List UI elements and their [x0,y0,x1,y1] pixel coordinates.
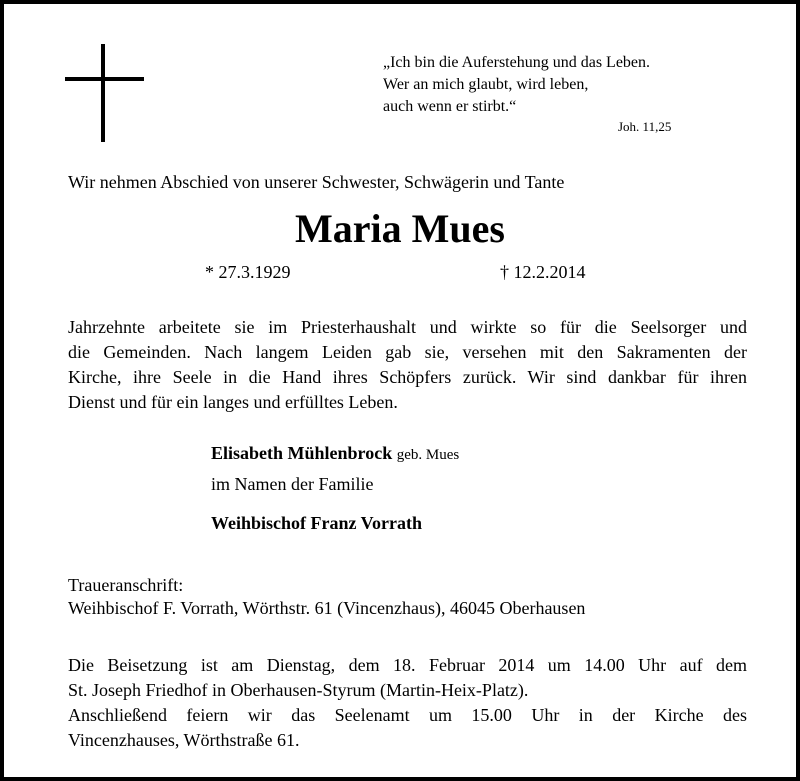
quote-line-1: „Ich bin die Auferstehung und das Leben. [383,54,651,71]
burial-line-2: St. Joseph Friedhof in Oberhausen-Styrum (Martin-Heix-Platz). [68,680,529,700]
cross-vertical-bar [101,44,105,142]
address-label: Traueranschrift: [68,575,184,595]
cross-horizontal-bar [65,77,144,81]
bible-quote [383,52,650,118]
tribute-paragraph [68,315,747,415]
intro-text: Wir nehmen Abschied von unserer Schwester, Schwägerin und Tante [68,172,565,192]
address-line: Weihbischof F. Vorrath, Wörthstr. 61 (Vincenzhaus), 46045 Oberhausen [68,598,586,618]
on-behalf-of-family: im Namen der Familie [211,474,374,494]
burial-line-3: Anschließend feiern wir das Seelenamt um 15.00 Uhr in der Kirche des [68,705,747,725]
deceased-name: Maria Mues [295,206,505,251]
tribute-line-3: Kirche, ihre Seele in die Hand ihres Schöpfers zurück. Wir sind dankbar für ihren [68,367,747,387]
signatory-1 [211,443,459,464]
birth-date: * 27.3.1929 [205,262,291,282]
death-date: † 12.2.2014 [500,262,586,282]
burial-paragraph [68,653,747,753]
tribute-line-1: Jahrzehnte arbeitete sie im Priesterhaushalt und wirkte so für die Seelsorger und [68,317,747,337]
signatory-1-maiden-name: geb. Mues [396,447,460,463]
tribute-line-4: Dienst und für ein langes und erfülltes Leben. [68,392,398,412]
quote-reference: Joh. 11,25 [618,119,672,134]
burial-line-4: Vincenzhauses, Wörthstraße 61. [68,730,300,750]
signatory-2-name: Weihbischof Franz Vorrath [211,513,423,533]
signatory-1-name: Elisabeth Mühlenbrock [211,443,393,463]
quote-line-2: Wer an mich glaubt, wird leben, [383,76,589,93]
quote-line-3: auch wenn er stirbt.“ [383,98,517,115]
tribute-line-2: die Gemeinden. Nach langem Leiden gab sie, versehen mit den Sakramenten der [68,342,747,362]
burial-line-1: Die Beisetzung ist am Dienstag, dem 18. Februar 2014 um 14.00 Uhr auf dem [68,655,747,675]
